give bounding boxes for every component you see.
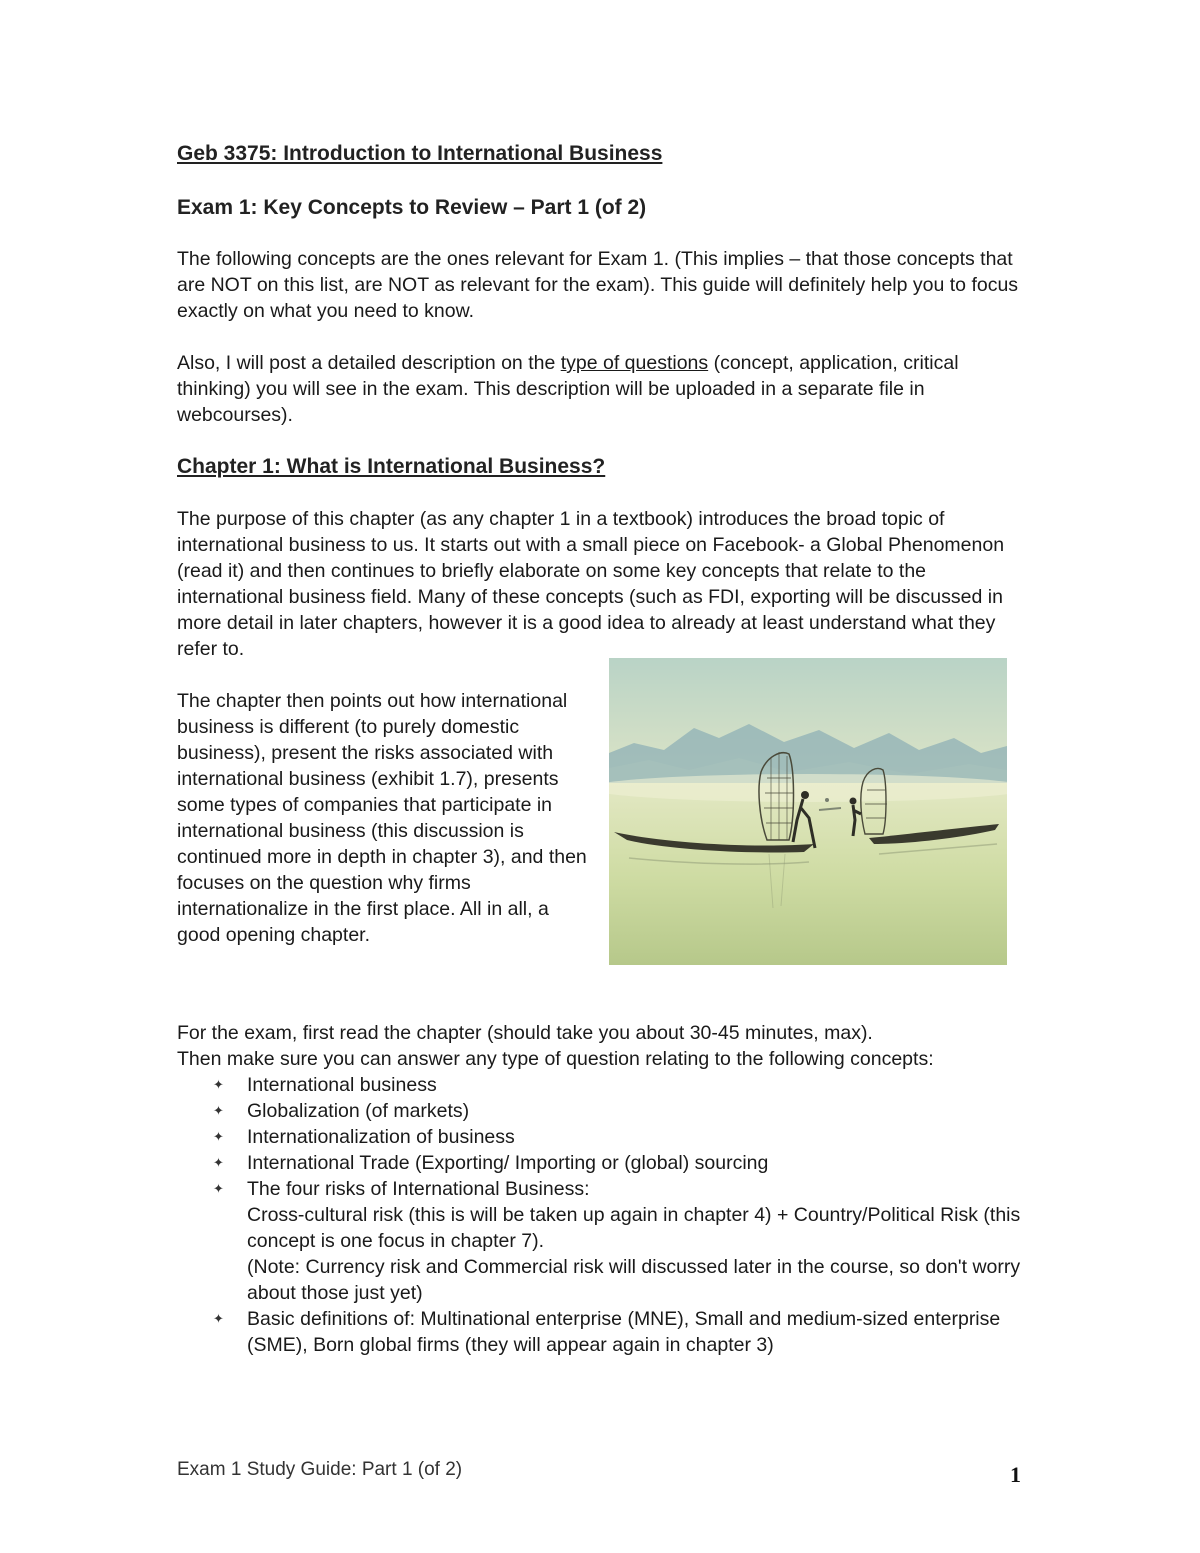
intro-text-after: (concept, application, critical thinking) you will see in the exam. This description will be uploaded in a separate file in webcourses). [177,352,959,426]
exam-instruction-line-1: For the exam, first read the chapter (should take you about 30-45 minutes, max). [177,1022,873,1044]
exam-instruction-line-2: Then make sure you can answer any type of question relating to the following concepts: [177,1048,934,1070]
bullet-icon: ✦ [213,1181,224,1196]
list-item [213,1124,1027,1150]
document-body [177,140,1027,1358]
bullet-icon: ✦ [213,1311,224,1326]
bullet-icon: ✦ [213,1077,224,1092]
concept-text: Basic definitions of: Multinational enterprise (MNE), Small and medium-sized enterprise (SME), Born global firms (they will appear again in chapter 3) [247,1308,1001,1356]
concept-text: International business [247,1074,437,1096]
intro-paragraph: The following concepts are the ones relevant for Exam 1. (This implies – that those concepts that are NOT on this list, are NOT as relevant for the exam). This guide will definitely help you to focus exactly on what you need to know. [177,248,1019,322]
concept-text: International Trade (Exporting/ Importing or (global) sourcing [247,1152,769,1174]
bullet-icon: ✦ [213,1155,224,1170]
intro-paragraph-2 [177,350,1027,428]
bullet-icon: ✦ [213,1129,224,1144]
chapter-1-heading: Chapter 1: What is International Business? [177,455,606,478]
chapter-overview-paragraph: The chapter then points out how international business is different (to purely domestic business), present the risks associated with international business (exhibit 1.7), presents some types of companies that participate in international business (this discussion is continued more in depth in chapter 3), and then focuses on the question why firms internationalize in the first place. All in all, a good opening chapter. [177,690,587,946]
list-item [213,1098,1027,1124]
concept-text: The four risks of International Business: [247,1178,590,1200]
concept-list [177,1072,1027,1358]
intro-text-before: Also, I will post a detailed description on the [177,352,561,374]
concept-subtext: Cross-cultural risk (this is will be taken up again in chapter 4) + Country/Political Risk (this concept is one focus in chapter 7). [247,1204,1021,1252]
list-item [213,1150,1027,1176]
page-footer: Exam 1 Study Guide: Part 1 (of 2) [177,1459,463,1480]
chapter-overview-block [177,688,1027,994]
concept-note: (Note: Currency risk and Commercial risk will discussed later in the course, so don't worry about those just yet) [247,1256,1021,1304]
chapter-purpose-paragraph: The purpose of this chapter (as any chapter 1 in a textbook) introduces the broad topic of international business to us. It starts out with a small piece on Facebook- a Global Phenomenon (read it) and then continues to briefly elaborate on some key concepts that relate to the international business field. Many of these concepts (such as FDI, exporting will be discussed in more detail in later chapters, however it is a good idea to already at least understand what they refer to. [177,508,1005,660]
list-item [213,1176,1027,1306]
bullet-icon: ✦ [213,1103,224,1118]
list-item [213,1072,1027,1098]
concept-text: Internationalization of business [247,1126,515,1148]
concept-text: Globalization (of markets) [247,1100,470,1122]
list-item [213,1306,1027,1358]
exam-title: Exam 1: Key Concepts to Review – Part 1 (of 2) [177,196,647,219]
page-number: 1 [1010,1462,1021,1487]
course-title: Geb 3375: Introduction to International Business [177,142,663,165]
type-of-questions-link: type of questions [560,352,709,374]
fishermen-lake-photo [609,658,1007,965]
